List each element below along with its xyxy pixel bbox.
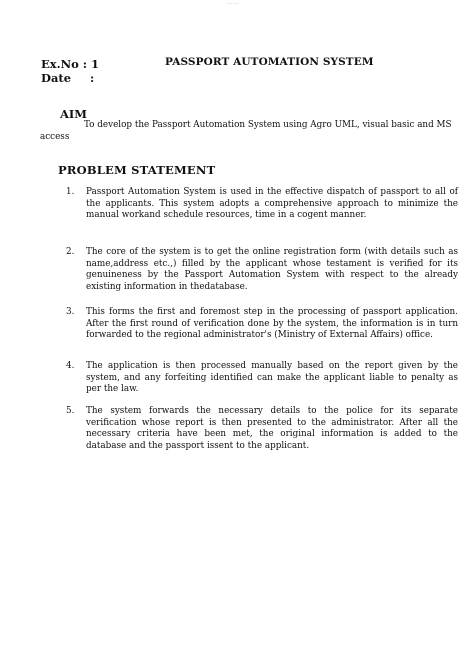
list-item-number: 2. [66,247,75,257]
page-top-mark: ........ [226,0,239,6]
list-item-text: The application is then processed manually based on the report given by the system, and any forfeiting identified can make the applicant liable to penalty as per the law. [86,361,458,395]
list-item [66,307,458,342]
aim-text: To develop the Passport Automation System using Agro UML, visual basic and MS [84,120,452,130]
document-title: PASSPORT AUTOMATION SYSTEM [165,56,374,68]
list-item-text: The system forwards the necessary details to the police for its separate verification whose report is then presented to the administrator. After all the necessary criteria have been met, the original information is added to the database and the passport issent to the applicant. [86,406,458,451]
problem-statement-heading: PROBLEM STATEMENT [58,163,216,177]
date-colon: : [90,71,95,85]
list-item [66,187,458,222]
exercise-number: Ex.No : 1 [41,57,100,71]
list-item-number: 1. [66,187,75,197]
list-item [66,361,458,396]
list-item-number: 3. [66,307,75,317]
list-item [66,247,458,293]
list-item-number: 5. [66,406,75,416]
list-item-text: This forms the first and foremost step in the processing of passport application. After the first round of verification done by the system, the information is in turn forwarded to the regional administrator's (Ministry of External Affairs) office. [86,307,458,341]
list-item-text: Passport Automation System is used in the effective dispatch of passport to all of the applicants. This system adopts a comprehensive approach to minimize the manual workand schedule resources, time in a cogent manner. [86,187,458,221]
aim-side-word: access [40,132,70,142]
list-item-text: The core of the system is to get the online registration form (with details such as name,address etc.,) filled by the applicant whose testament is verified for its genuineness by the Passport Automation System with respect to the already existing information in thedatabase. [86,247,458,292]
list-item [66,406,458,452]
aim-heading: AIM [60,107,88,121]
date-label: Date [41,71,72,85]
list-item-number: 4. [66,361,75,371]
